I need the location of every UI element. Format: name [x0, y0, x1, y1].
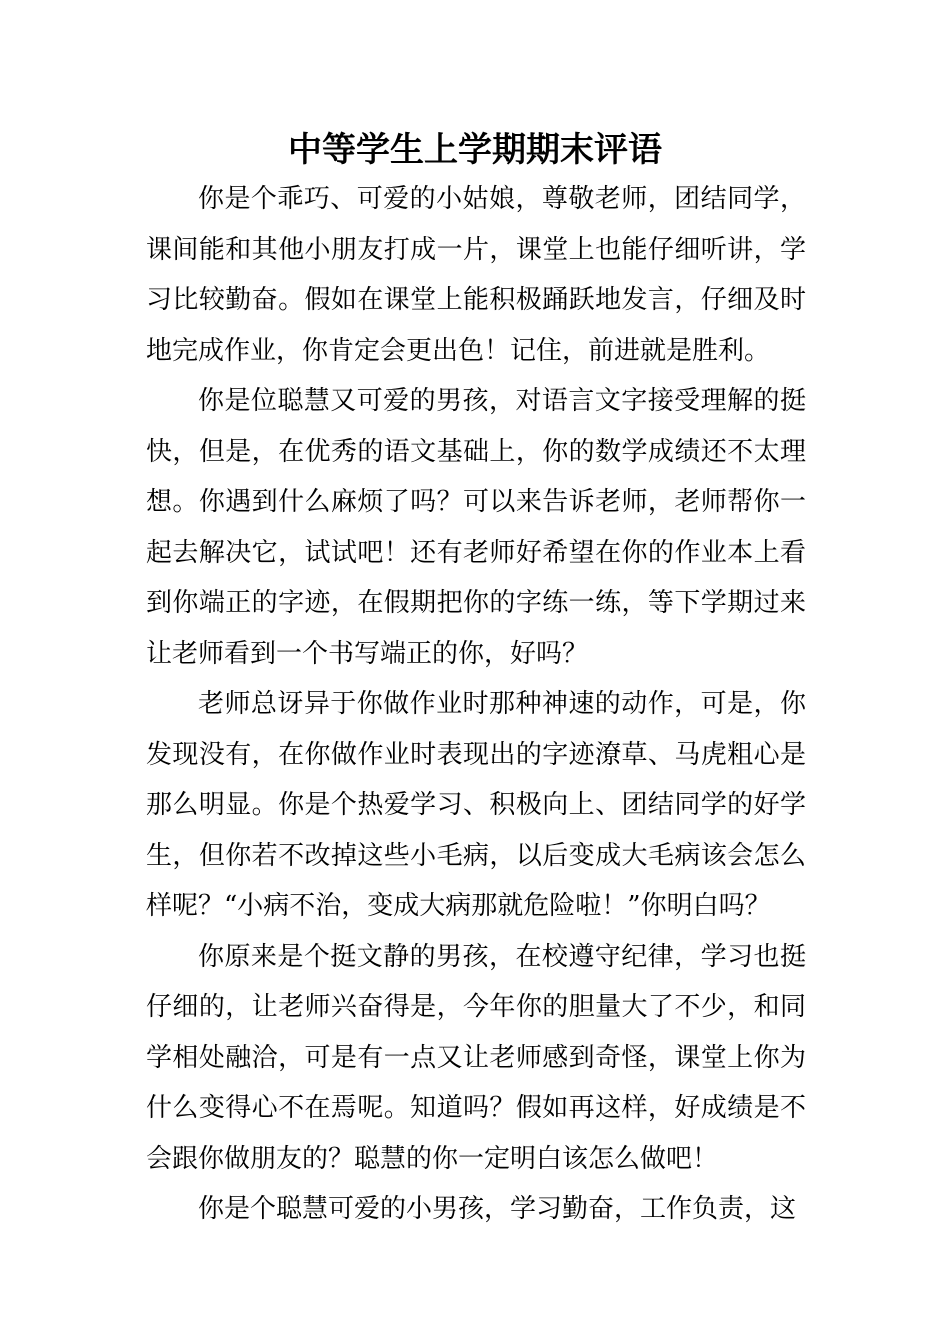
paragraph: 你是位聪慧又可爱的男孩，对语言文字接受理解的挺快，但是，在优秀的语文基础上，你的数学成绩还不太理想。你遇到什么麻烦了吗？可以来告诉老师，老师帮你一起去解决它，试试吧！还有老师好希望在你的作业本上看到你端正的字迹，在假期把你的字练一练，等下学期过来让老师看到一个书写端正的你，好吗？ [146, 386, 806, 669]
paragraph: 你原来是个挺文静的男孩，在校遵守纪律，学习也挺仔细的，让老师兴奋得是，今年你的胆量大了不少，和同学相处融洽，可是有一点又让老师感到奇怪，课堂上你为什么变得心不在焉呢。知道吗？假如再这样，好成绩是不会跟你做朋友的？聪慧的你一定明白该怎么做吧！ [146, 941, 806, 1174]
document-title: 中等学生上学期期末评语 [288, 130, 662, 170]
paragraph: 你是个聪慧可爱的小男孩，学习勤奋，工作负责，这 [198, 1194, 797, 1224]
document-body [146, 174, 806, 1235]
paragraph: 你是个乖巧、可爱的小姑娘，尊敬老师，团结同学，课间能和其他小朋友打成一片，课堂上也能仔细听讲，学习比较勤奋。假如在课堂上能积极踊跃地发言，仔细及时地完成作业，你肯定会更出色！记住，前进就是胜利。 [146, 184, 806, 366]
paragraph: 老师总讶异于你做作业时那种神速的动作，可是，你发现没有，在你做作业时表现出的字迹潦草、马虎粗心是那么明显。你是个热爱学习、积极向上、团结同学的好学生，但你若不改掉这些小毛病，以后变成大毛病该会怎么样呢？“小病不治，变成大病那就危险啦！”你明白吗？ [146, 689, 806, 921]
